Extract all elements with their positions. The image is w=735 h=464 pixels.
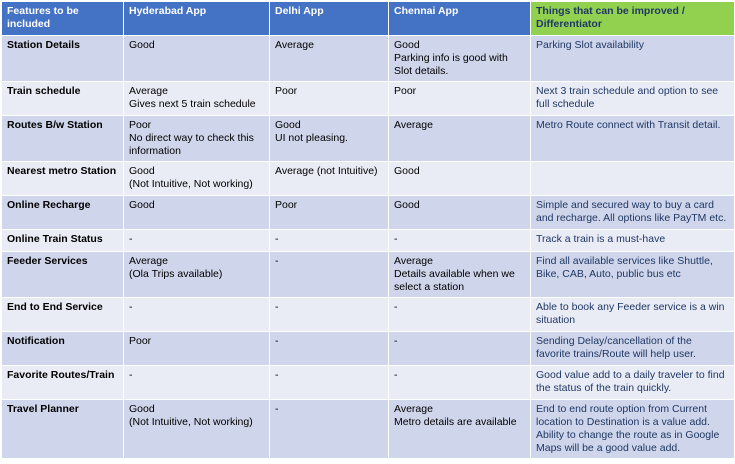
cell-text: -: [275, 403, 279, 415]
cell-text: Average: [129, 255, 168, 267]
differentiator-cell: [531, 162, 735, 196]
table-row: [2, 298, 735, 332]
cell-text: Find all available services like Shuttle, Bike, CAB, Auto, public bus etc: [536, 255, 713, 280]
cell-text: Next 3 train schedule and option to see full schedule: [536, 85, 719, 110]
differentiator-cell: [531, 116, 735, 162]
cell-text: -: [275, 335, 279, 347]
table-row: [2, 36, 735, 82]
cell-text: -: [275, 255, 279, 267]
header-hyderabad: Hyderabad App: [124, 2, 270, 36]
delhi-cell: [270, 400, 389, 459]
header-chennai: Chennai App: [389, 2, 531, 36]
cell-text: Poor: [275, 85, 298, 97]
feature-cell: Online Recharge: [2, 196, 124, 230]
cell-text: Able to book any Feeder service is a win situation: [536, 301, 725, 326]
delhi-cell: [270, 82, 389, 116]
cell-text: Sending Delay/cancellation of the favorite trains/Route will help user.: [536, 335, 696, 360]
feature-cell: Online Train Status: [2, 230, 124, 252]
cell-text: -: [129, 301, 133, 313]
cell-text: Metro details are available: [394, 416, 517, 428]
feature-cell: Train schedule: [2, 82, 124, 116]
cell-text: Good: [129, 165, 155, 177]
cell-text: Average: [394, 119, 433, 131]
delhi-cell: [270, 36, 389, 82]
chennai-cell: [389, 196, 531, 230]
cell-text: -: [275, 369, 279, 381]
cell-text: Good: [129, 199, 155, 211]
delhi-cell: [270, 366, 389, 400]
hyderabad-cell: [124, 332, 270, 366]
differentiator-cell: [531, 230, 735, 252]
cell-text: -: [129, 233, 133, 245]
cell-text: -: [394, 233, 398, 245]
cell-text: -: [129, 369, 133, 381]
feature-cell: Notification: [2, 332, 124, 366]
cell-text: Good: [394, 199, 420, 211]
header-features: Features to be included: [2, 2, 124, 36]
table-header: [2, 2, 735, 36]
cell-text: -: [275, 301, 279, 313]
cell-text: Details available when we select a station: [394, 268, 515, 293]
cell-text: Average: [394, 403, 433, 415]
delhi-cell: [270, 332, 389, 366]
cell-text: Parking Slot availability: [536, 39, 644, 51]
feature-cell: Station Details: [2, 36, 124, 82]
differentiator-cell: [531, 298, 735, 332]
hyderabad-cell: [124, 196, 270, 230]
table-row: [2, 162, 735, 196]
cell-text: (Not Intuitive, Not working): [129, 416, 253, 428]
cell-text: Good: [394, 165, 420, 177]
table-row: [2, 332, 735, 366]
cell-text: Good: [129, 403, 155, 415]
chennai-cell: [389, 366, 531, 400]
feature-cell: Nearest metro Station: [2, 162, 124, 196]
differentiator-cell: [531, 400, 735, 459]
header-delhi: Delhi App: [270, 2, 389, 36]
chennai-cell: [389, 230, 531, 252]
hyderabad-cell: [124, 116, 270, 162]
header-row: [2, 2, 735, 36]
table-row: [2, 252, 735, 298]
hyderabad-cell: [124, 366, 270, 400]
cell-text: Average (not Intuitive): [275, 165, 378, 177]
chennai-cell: [389, 298, 531, 332]
table-row: [2, 230, 735, 252]
chennai-cell: [389, 162, 531, 196]
feature-cell: Travel Planner: [2, 400, 124, 459]
feature-cell: Favorite Routes/Train: [2, 366, 124, 400]
differentiator-cell: [531, 36, 735, 82]
cell-text: Parking info is good with Slot details.: [394, 52, 508, 77]
differentiator-cell: [531, 366, 735, 400]
hyderabad-cell: [124, 400, 270, 459]
chennai-cell: [389, 82, 531, 116]
hyderabad-cell: [124, 162, 270, 196]
cell-text: -: [394, 335, 398, 347]
chennai-cell: [389, 116, 531, 162]
cell-text: Good value add to a daily traveler to find the status of the train quickly.: [536, 369, 725, 394]
table-row: [2, 366, 735, 400]
delhi-cell: [270, 298, 389, 332]
differentiator-cell: [531, 332, 735, 366]
cell-text: Average: [394, 255, 433, 267]
cell-text: (Ola Trips available): [129, 268, 223, 280]
cell-text: Good: [129, 39, 155, 51]
cell-text: Poor: [129, 335, 152, 347]
cell-text: -: [394, 369, 398, 381]
hyderabad-cell: [124, 230, 270, 252]
feature-cell: Feeder Services: [2, 252, 124, 298]
table-row: [2, 116, 735, 162]
chennai-cell: [389, 400, 531, 459]
hyderabad-cell: [124, 252, 270, 298]
chennai-cell: [389, 252, 531, 298]
hyderabad-cell: [124, 36, 270, 82]
delhi-cell: [270, 116, 389, 162]
cell-text: Poor: [129, 119, 152, 131]
header-differentiator: Things that can be improved / Differentiator: [531, 2, 735, 36]
comparison-table: [1, 1, 735, 459]
cell-text: UI not pleasing.: [275, 132, 348, 144]
table-row: [2, 196, 735, 230]
feature-cell: End to End Service: [2, 298, 124, 332]
cell-text: Track a train is a must-have: [536, 233, 666, 245]
cell-text: End to end route option from Current location to Destination is a value add. Ability to change the route as in Google Maps will be a good value add.: [536, 403, 720, 454]
delhi-cell: [270, 230, 389, 252]
cell-text: -: [394, 301, 398, 313]
cell-text: Poor: [394, 85, 417, 97]
chennai-cell: [389, 332, 531, 366]
cell-text: -: [275, 233, 279, 245]
cell-text: Simple and secured way to buy a card and recharge. All options like PayTM etc.: [536, 199, 727, 224]
feature-cell: Routes B/w Station: [2, 116, 124, 162]
table-row: [2, 82, 735, 116]
chennai-cell: [389, 36, 531, 82]
hyderabad-cell: [124, 298, 270, 332]
differentiator-cell: [531, 196, 735, 230]
cell-text: Gives next 5 train schedule: [129, 98, 256, 110]
differentiator-cell: [531, 252, 735, 298]
table-body: [2, 36, 735, 459]
delhi-cell: [270, 162, 389, 196]
cell-text: Good: [394, 39, 420, 51]
differentiator-cell: [531, 82, 735, 116]
cell-text: Poor: [275, 199, 298, 211]
cell-text: No direct way to check this information: [129, 132, 254, 157]
delhi-cell: [270, 196, 389, 230]
cell-text: Average: [129, 85, 168, 97]
cell-text: Good: [275, 119, 301, 131]
cell-text: (Not Intuitive, Not working): [129, 178, 253, 190]
cell-text: Average: [275, 39, 314, 51]
hyderabad-cell: [124, 82, 270, 116]
cell-text: Metro Route connect with Transit detail.: [536, 119, 721, 131]
table-row: [2, 400, 735, 459]
delhi-cell: [270, 252, 389, 298]
